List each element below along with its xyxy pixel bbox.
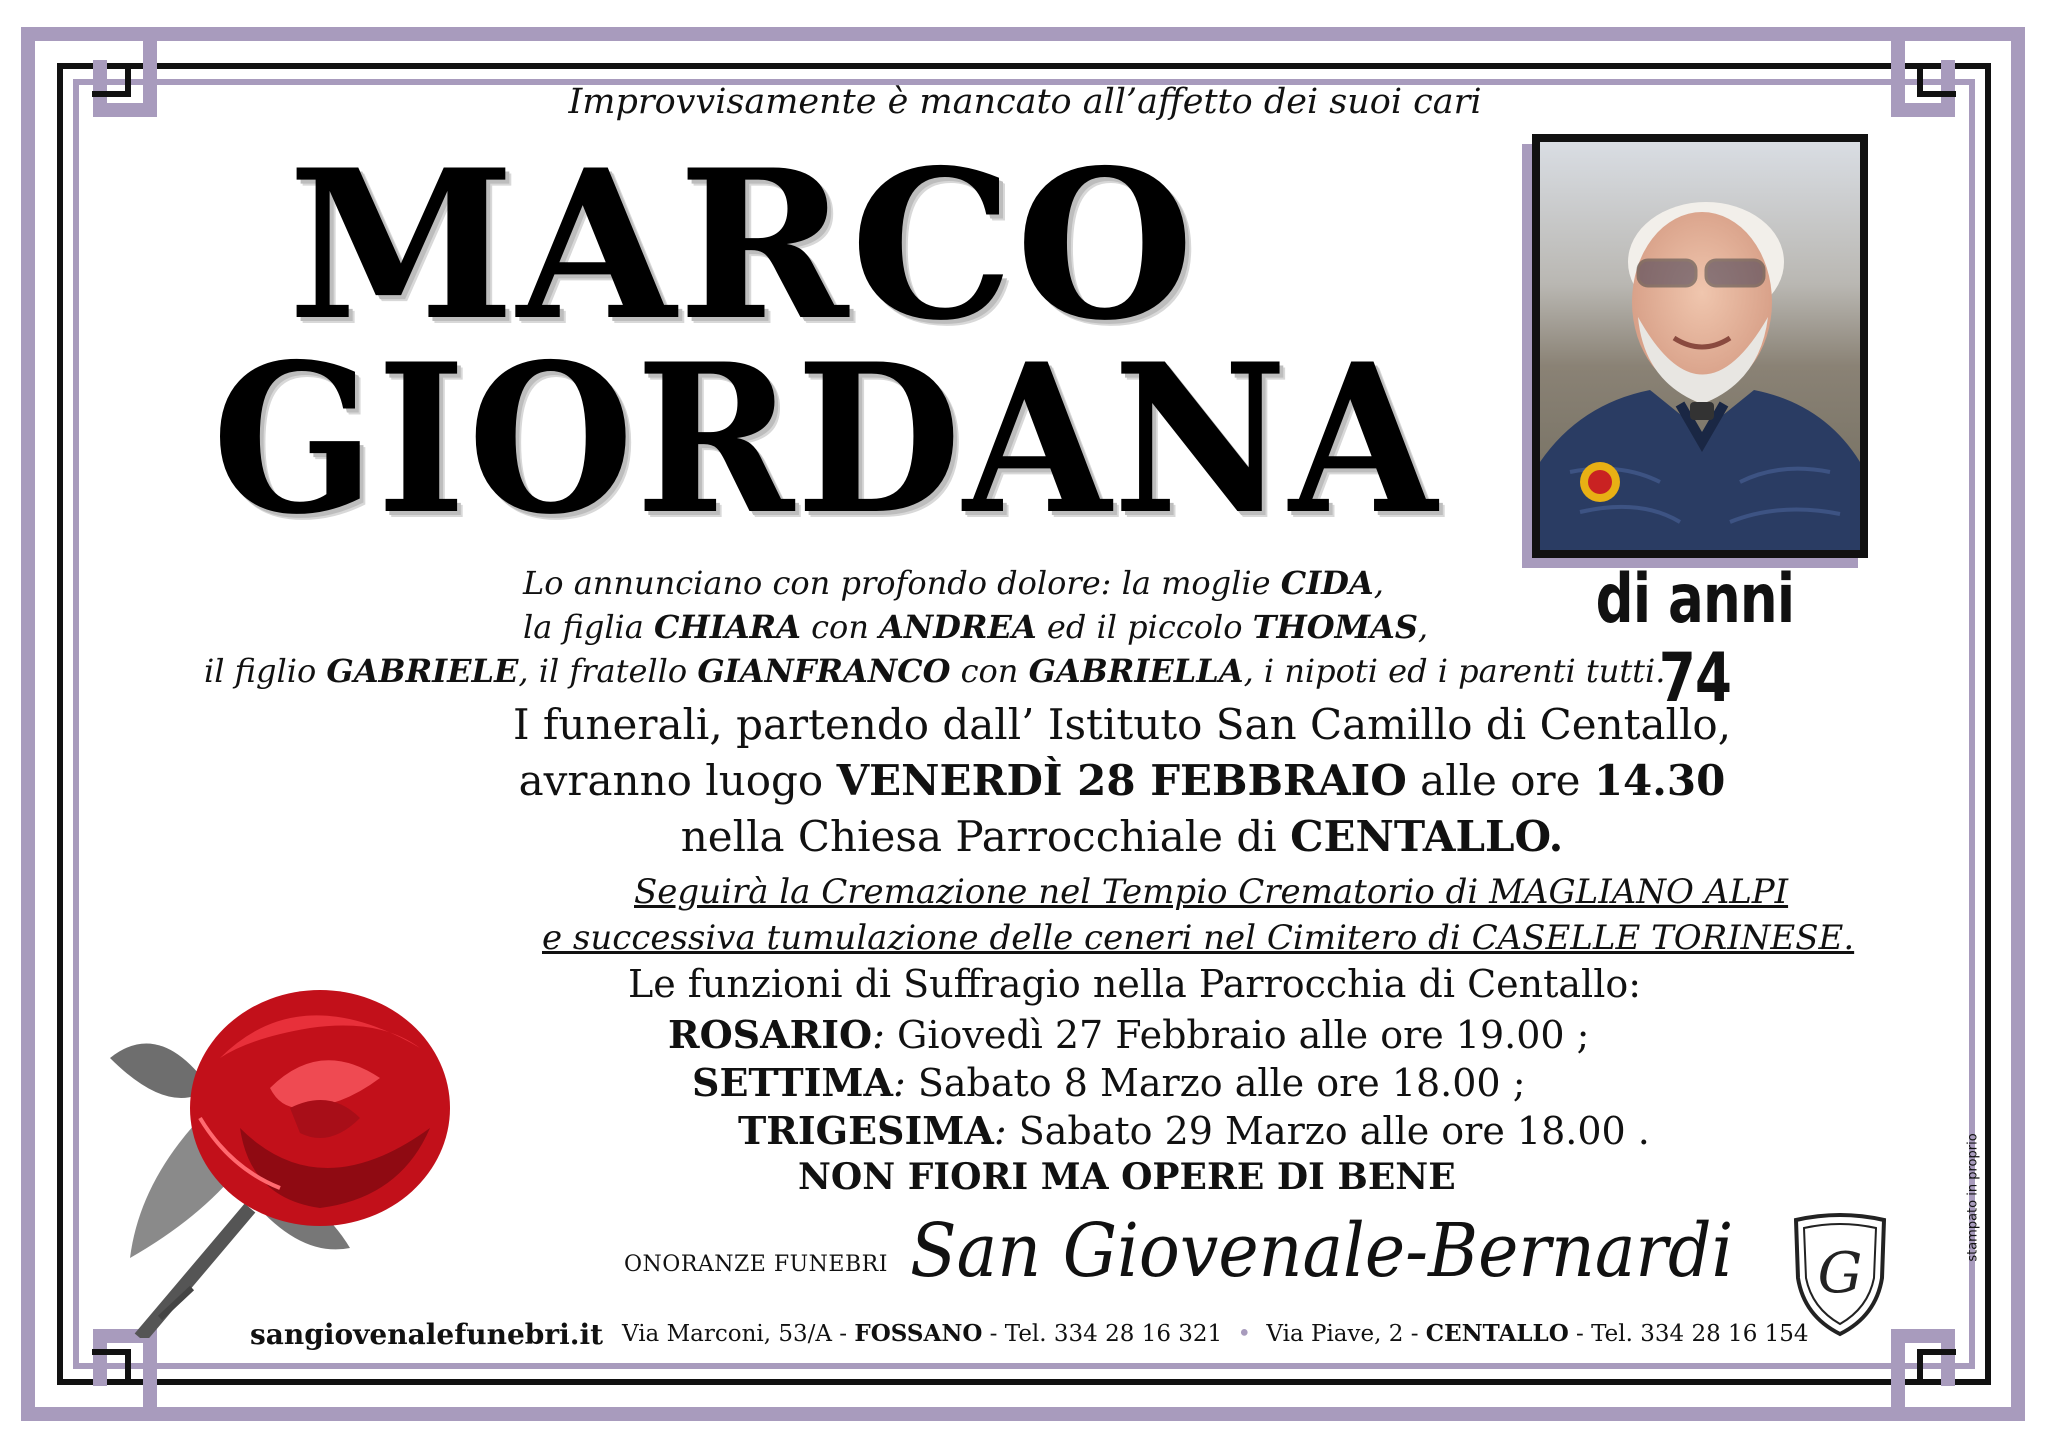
funeral-line-3: nella Chiesa Parrocchiale di CENTALLO. — [680, 812, 1564, 861]
family-line-2: la figlia CHIARA con ANDREA ed il piccolo THOMAS, — [523, 608, 1429, 646]
website-link[interactable]: sangiovenalefunebri.it — [250, 1318, 604, 1351]
onoranze-label: ONORANZE FUNEBRI — [624, 1252, 888, 1277]
non-fiori-notice: NON FIORI MA OPERE DI BENE — [798, 1156, 1456, 1198]
age-label: di anni 74 — [1595, 560, 1795, 718]
first-name: MARCO — [288, 126, 1197, 366]
family-line-3: il figlio GABRIELE, il fratello GIANFRANCO con GABRIELLA, i nipoti ed i parenti tutti. — [204, 652, 1666, 690]
trigesima-line: TRIGESIMA: Sabato 29 Marzo alle ore 18.00 . — [738, 1108, 1650, 1153]
cremation-line-1: Seguirà la Cremazione nel Tempio Crematorio di MAGLIANO ALPI — [634, 872, 1789, 912]
family-line-1: Lo annunciano con profondo dolore: la moglie CIDA, — [523, 564, 1384, 602]
settima-line: SETTIMA: Sabato 8 Marzo alle ore 18.00 ; — [692, 1060, 1526, 1105]
stamp-note: stampato in proprio — [1965, 1133, 1981, 1262]
last-name: GIORDANA — [212, 320, 1439, 560]
portrait-photo — [1532, 134, 1868, 558]
rose-icon — [100, 958, 470, 1338]
shield-logo-icon — [1790, 1208, 1890, 1338]
funeral-line-1: I funerali, partendo dall’ Istituto San Camillo di Centallo, — [512, 700, 1732, 749]
address-line: Via Marconi, 53/A - FOSSANO - Tel. 334 28 16 321 • Via Piave, 2 - CENTALLO - Tel. 334 28 16 154 — [622, 1320, 1809, 1347]
funeral-line-2: avranno luogo VENERDÌ 28 FEBBRAIO alle ore 14.30 — [518, 756, 1726, 805]
suffragio-heading: Le funzioni di Suffragio nella Parrocchia di Centallo: — [628, 962, 1642, 1006]
intro-text: Improvvisamente è mancato all’affetto dei suoi cari — [568, 82, 1482, 122]
rosario-line: ROSARIO: Giovedì 27 Febbraio alle ore 19.00 ; — [668, 1012, 1590, 1057]
shield-monogram: G — [1817, 1241, 1863, 1306]
funeral-home-name: San Giovenale-Bernardi — [910, 1208, 1734, 1294]
cremation-line-2: e successiva tumulazione delle ceneri nel Cimitero di CASELLE TORINESE. — [542, 918, 1855, 958]
